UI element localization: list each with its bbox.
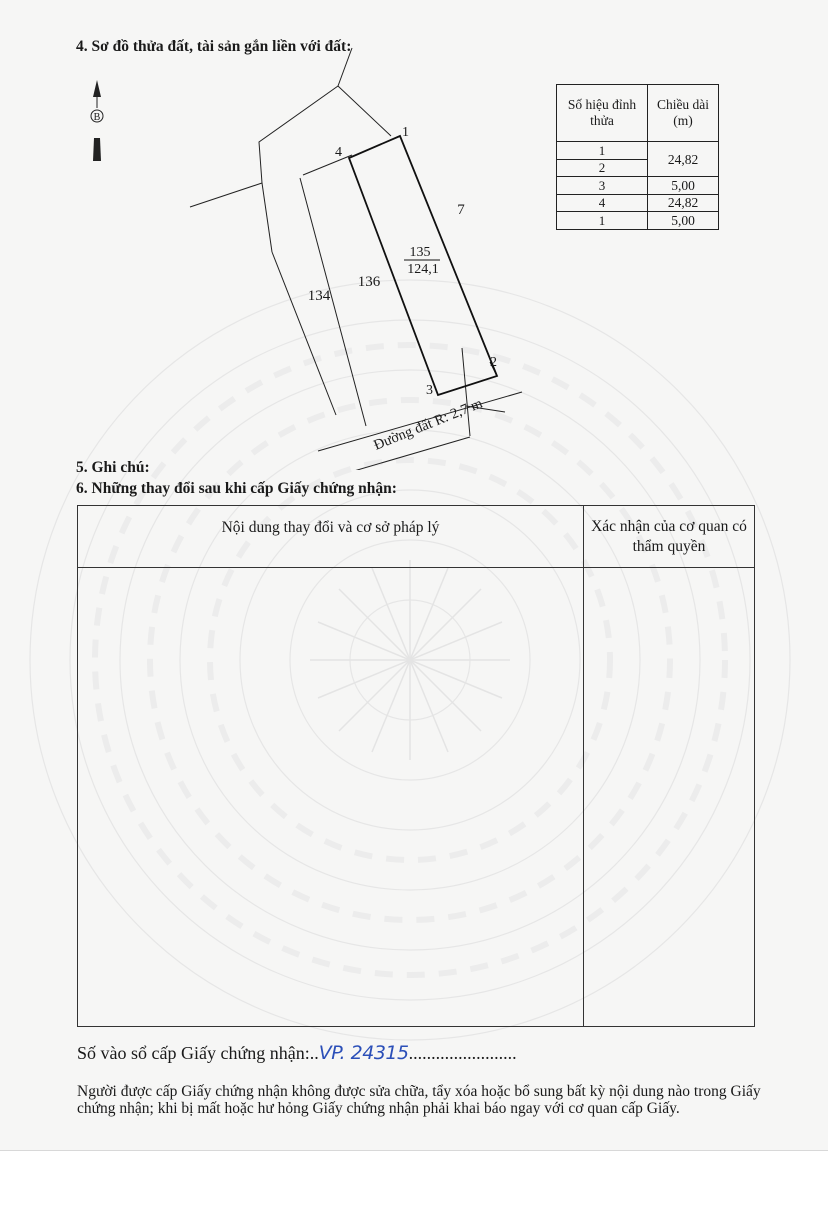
changes-table: [77, 505, 755, 1027]
neighbor-parcel-136: 136: [357, 274, 381, 290]
dimension-table: [556, 84, 719, 230]
point-label-1: 1: [402, 125, 409, 140]
point-label-4: 4: [335, 145, 342, 160]
point-label-3: 3: [426, 383, 433, 398]
length-cell-1: 24,82: [648, 142, 719, 177]
neighbor-parcel-134: 134: [307, 288, 331, 304]
parcel-area: 124,1: [407, 262, 439, 277]
length-cell-3: 24,82: [648, 194, 719, 212]
col-header-content: Nội dung thay đổi và cơ sở pháp lý: [78, 506, 584, 568]
parcel-diagram: [0, 0, 828, 470]
confirm-cell: [584, 568, 755, 1027]
north-arrow-icon: [91, 80, 103, 161]
header-length: Chiều dài (m): [648, 85, 719, 142]
registration-label: Số vào sổ cấp Giấy chứng nhận:: [77, 1043, 310, 1063]
point-cell-3: 3: [557, 177, 648, 195]
point-label-2: 2: [490, 355, 497, 370]
road-label: Đường đất R: 2,7 m: [371, 395, 485, 454]
registration-number: VP. 24315: [318, 1042, 409, 1064]
point-cell-1: 1: [557, 142, 648, 160]
length-cell-4: 5,00: [648, 212, 719, 230]
parcel-number: 135: [409, 245, 431, 260]
legal-note: Người được cấp Giấy chứng nhận không được sửa chữa, tẩy xóa hoặc bổ sung bất kỳ nội dung nào trong Giấy chứng nhận; khi bị mất hoặc hư hỏng Giấy chứng nhận phải khai báo ngay với cơ quan cấp Giấy.: [77, 1083, 761, 1117]
registration-dots-before: ..: [309, 1043, 319, 1063]
north-label: B: [93, 112, 101, 123]
section-6-title: 6. Những thay đổi sau khi cấp Giấy chứng nhận:: [76, 480, 397, 497]
header-point: Số hiệu đỉnh thửa: [557, 85, 648, 142]
registration-line: [77, 1042, 517, 1064]
neighbor-parcel-7: 7: [457, 202, 465, 218]
point-cell-5: 1: [557, 212, 648, 230]
section-5-title: 5. Ghi chú:: [76, 459, 150, 476]
col-header-confirm: Xác nhận của cơ quan có thẩm quyền: [584, 506, 755, 568]
content-cell: [78, 568, 584, 1027]
registration-dots-after: ........................: [408, 1043, 517, 1063]
section-4-title: 4. Sơ đồ thửa đất, tài sản gắn liền với đất:: [76, 38, 352, 55]
point-cell-4: 4: [557, 194, 648, 212]
length-cell-2: 5,00: [648, 177, 719, 195]
point-cell-2: 2: [557, 159, 648, 177]
